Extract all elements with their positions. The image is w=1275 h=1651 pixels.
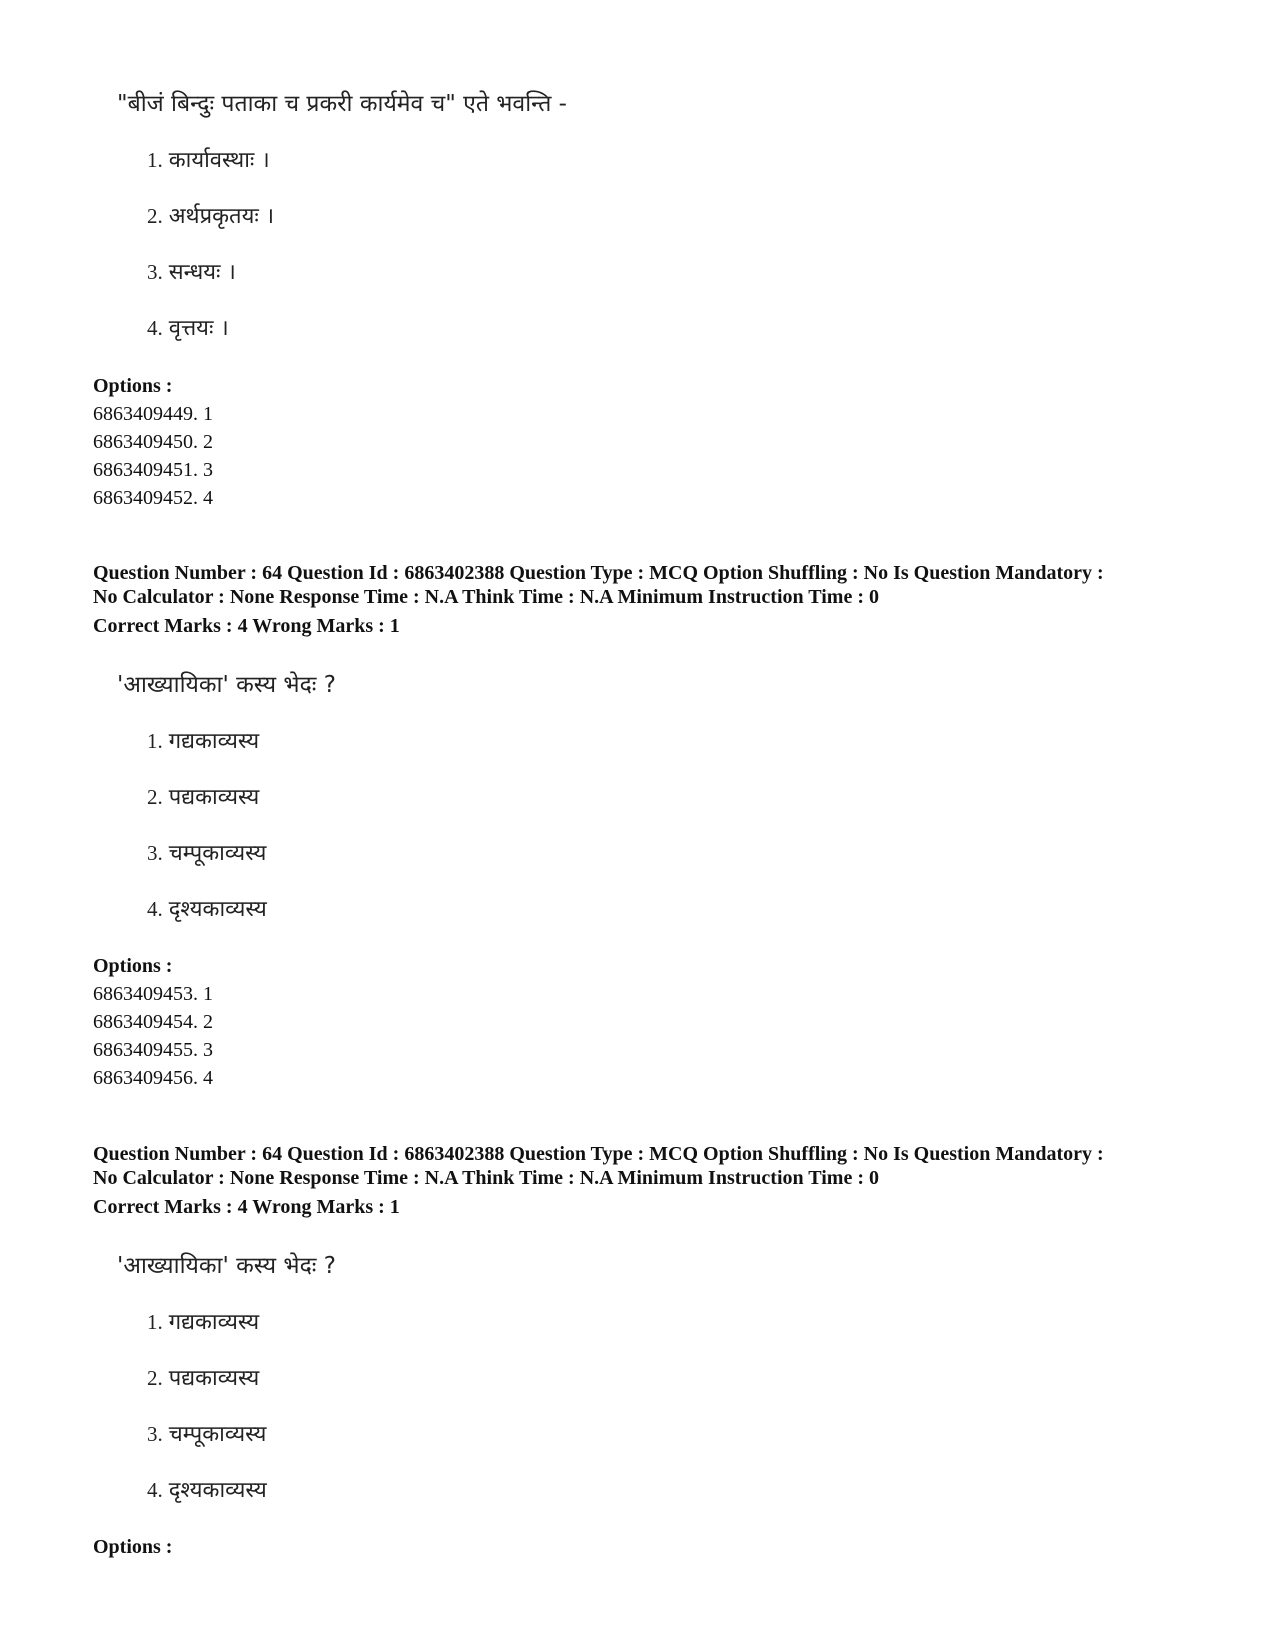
options-label: Options : xyxy=(93,1536,173,1558)
choice-text: दृश्यकाव्यस्य xyxy=(168,897,267,922)
question-marks: Correct Marks : 4 Wrong Marks : 1 xyxy=(93,1196,400,1218)
choice-text: वृत्तयः । xyxy=(168,316,229,341)
question-meta-line-2: No Calculator : None Response Time : N.A Think Time : N.A Minimum Instruction Time : 0 xyxy=(93,586,879,608)
choice-number: 4. xyxy=(147,897,163,921)
choice-2 xyxy=(147,200,274,230)
choice-4 xyxy=(147,312,229,342)
option-id-1: 6863409453. 1 xyxy=(93,983,213,1005)
choice-number: 3. xyxy=(147,1422,163,1446)
choice-number: 3. xyxy=(147,841,163,865)
choice-text: अर्थप्रकृतयः । xyxy=(168,204,275,229)
options-label: Options : xyxy=(93,375,173,397)
question-meta-line-1: Question Number : 64 Question Id : 6863402388 Question Type : MCQ Option Shuffling : No Is Question Mandatory : xyxy=(93,1143,1104,1165)
option-id-3: 6863409451. 3 xyxy=(93,459,213,481)
choice-number: 2. xyxy=(147,785,163,809)
choice-2 xyxy=(147,1362,259,1392)
question-meta-line-2: No Calculator : None Response Time : N.A Think Time : N.A Minimum Instruction Time : 0 xyxy=(93,1167,879,1189)
choice-number: 2. xyxy=(147,1366,163,1390)
choice-number: 1. xyxy=(147,148,163,172)
choice-number: 2. xyxy=(147,204,163,228)
option-id-3: 6863409455. 3 xyxy=(93,1039,213,1061)
choice-number: 4. xyxy=(147,316,163,340)
choice-text: पद्यकाव्यस्य xyxy=(168,785,260,810)
choice-2 xyxy=(147,781,259,811)
choice-4 xyxy=(147,893,267,923)
option-id-1: 6863409449. 1 xyxy=(93,403,213,425)
choice-number: 4. xyxy=(147,1478,163,1502)
choice-number: 1. xyxy=(147,729,163,753)
choice-text: कार्यावस्थाः । xyxy=(168,148,270,173)
choice-text: चम्पूकाव्यस्य xyxy=(168,1422,267,1447)
choice-3 xyxy=(147,1418,266,1448)
question-stem: 'आख्यायिका' कस्य भेदः ? xyxy=(117,672,336,698)
choice-1 xyxy=(147,1306,259,1336)
choice-text: गद्यकाव्यस्य xyxy=(168,1310,260,1335)
option-id-2: 6863409450. 2 xyxy=(93,431,213,453)
question-stem: 'आख्यायिका' कस्य भेदः ? xyxy=(117,1253,336,1279)
option-id-2: 6863409454. 2 xyxy=(93,1011,213,1033)
choice-number: 3. xyxy=(147,260,163,284)
question-stem: "बीजं बिन्दुः पताका च प्रकरी कार्यमेव च" एते भवन्ति - xyxy=(117,91,567,117)
choice-4 xyxy=(147,1474,267,1504)
choice-number: 1. xyxy=(147,1310,163,1334)
choice-3 xyxy=(147,837,266,867)
choice-text: दृश्यकाव्यस्य xyxy=(168,1478,267,1503)
options-label: Options : xyxy=(93,955,173,977)
choice-1 xyxy=(147,144,270,174)
choice-text: गद्यकाव्यस्य xyxy=(168,729,260,754)
question-marks: Correct Marks : 4 Wrong Marks : 1 xyxy=(93,615,400,637)
choice-text: पद्यकाव्यस्य xyxy=(168,1366,260,1391)
option-id-4: 6863409452. 4 xyxy=(93,487,213,509)
question-meta-line-1: Question Number : 64 Question Id : 6863402388 Question Type : MCQ Option Shuffling : No Is Question Mandatory : xyxy=(93,562,1104,584)
choice-text: सन्धयः । xyxy=(168,260,236,285)
choice-1 xyxy=(147,725,259,755)
choice-text: चम्पूकाव्यस्य xyxy=(168,841,267,866)
choice-3 xyxy=(147,256,236,286)
option-id-4: 6863409456. 4 xyxy=(93,1067,213,1089)
